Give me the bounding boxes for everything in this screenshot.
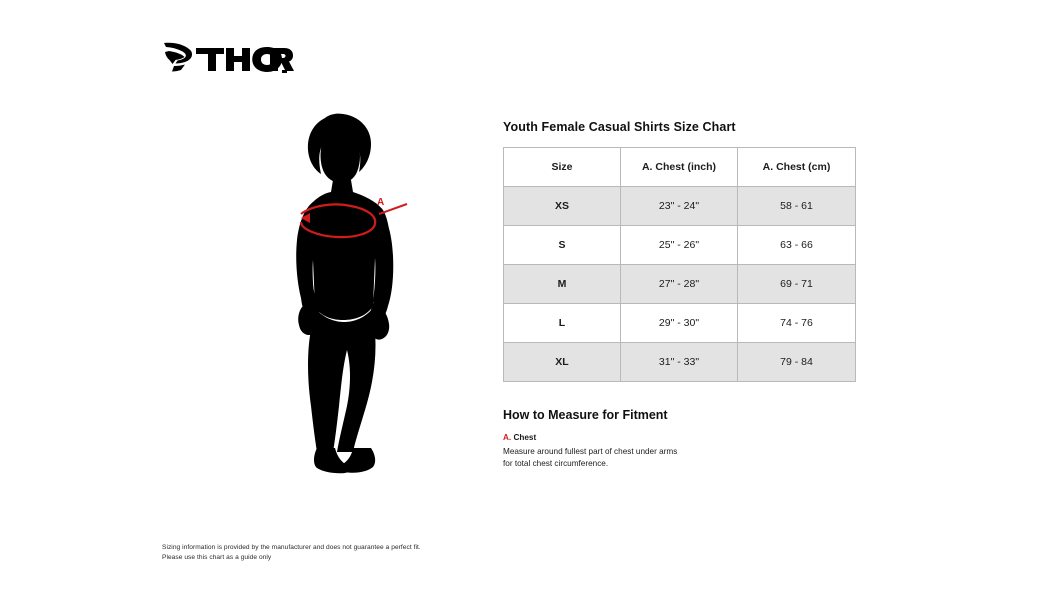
cell-size: XS [504,187,621,226]
measure-item-chest [503,432,683,470]
chest-callout-label: A [377,197,385,208]
table-row [504,226,856,265]
table-row [504,304,856,343]
how-to-measure-title: How to Measure for Fitment [503,408,668,422]
cell-chest-cm: 63 - 66 [738,226,856,265]
cell-chest-inch: 31" - 33" [621,343,738,382]
cell-size: S [504,226,621,265]
cell-chest-inch: 27" - 28" [621,265,738,304]
cell-chest-cm: 74 - 76 [738,304,856,343]
table-row [504,265,856,304]
table-row [504,187,856,226]
disclaimer-line-2: Please use this chart as a guide only [162,553,272,561]
cell-size: L [504,304,621,343]
disclaimer [162,543,421,563]
body-silhouette-figure [255,110,455,480]
cell-chest-cm: 58 - 61 [738,187,856,226]
cell-chest-inch: 23" - 24" [621,187,738,226]
measure-description: Measure around fullest part of chest under arms for total chest circumference. [503,446,678,468]
column-header-chest-cm: A. Chest (cm) [738,148,856,187]
cell-chest-inch: 25" - 26" [621,226,738,265]
measure-name: Chest [513,433,537,442]
size-chart-table [503,147,856,382]
cell-size: XL [504,343,621,382]
cell-chest-cm: 69 - 71 [738,265,856,304]
table-header-row [504,148,856,187]
column-header-size: Size [504,148,621,187]
thor-logo [162,40,297,78]
cell-chest-cm: 79 - 84 [738,343,856,382]
disclaimer-line-1: Sizing information is provided by the manufacturer and does not guarantee a perfect fit. [162,544,421,551]
cell-size: M [504,265,621,304]
cell-chest-inch: 29" - 30" [621,304,738,343]
measure-letter: A. [503,433,512,442]
column-header-chest-inch: A. Chest (inch) [621,148,738,187]
page-title: Youth Female Casual Shirts Size Chart [503,120,736,134]
measure-item-heading [503,432,683,444]
size-chart-panel [503,120,893,470]
table-row [504,343,856,382]
